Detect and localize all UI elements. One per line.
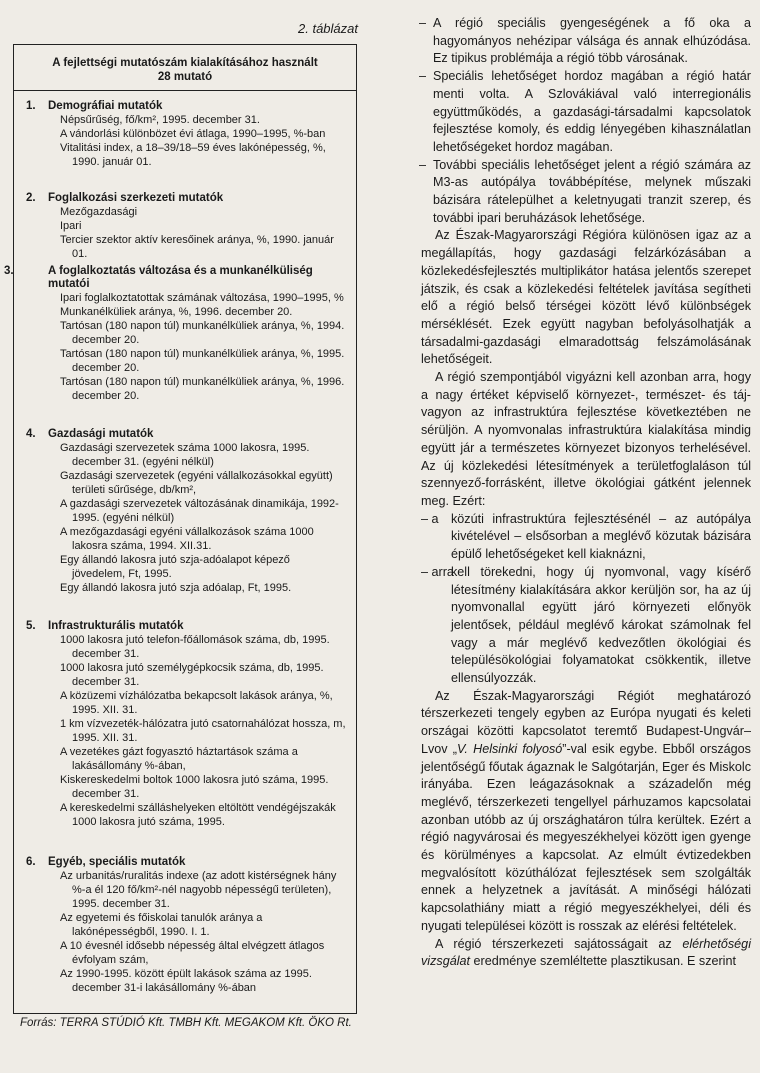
table-row: Gazdasági szervezetek (egyéni vállalkozásokkal együtt) területi sűrűsége, db/km², (60, 470, 333, 496)
bullet-item: – További speciális lehetőséget jelent a régió számára az M3-as autópálya továbbépítése, melynek műszaki bázisára rátelepülhet a keletnyugati tranzit szerep, és további ipari beruházások lehetősége. (421, 157, 751, 228)
paragraph: Az Észak-Magyarországi Régióra különösen igaz az a megállapítás, hogy gazdasági felzárkózásában a közlekedésfejlesztés multiplikátor hatása jelentős szerepet játszik, és csak a közlekedési feltételek javítása segítheti elő a régió belső térségei között lévő különbségek mérséklését. Ezek együtt nagyban befolyásolhatják a társadalmi-gazdasági elmaradottság felszámolásának lehetőségeit. (421, 228, 751, 367)
table-header (14, 45, 356, 91)
table-row: Ipari (60, 220, 82, 232)
table-row: 1 km vízvezeték-hálózatra jutó csatornahálózat hossza, m, 1995. XII. 31. (60, 718, 346, 744)
indicator-table (4, 44, 357, 1014)
table-row: A közüzemi vízhálózatba bekapcsolt lakások aránya, %, 1995. XII. 31. (60, 690, 333, 716)
table-row: Munkanélküliek aránya, %, 1996. december 20. (60, 306, 293, 318)
table-row: A vándorlási különbözet évi átlaga, 1990–1995, %-ban (60, 128, 326, 140)
section-title: 1. Demográfiai mutatók (26, 100, 163, 112)
table-row: Tartósan (180 napon túl) munkanélküliek aránya, %, 1994. december 20. (60, 320, 345, 346)
table-row: Egy állandó lakosra jutó szja adóalap, Ft, 1995. (60, 582, 292, 594)
table-row: Ipari foglalkoztatottak számának változása, 1990–1995, % (60, 292, 344, 304)
table-row: A 10 évesnél idősebb népesség által elvégzett átlagos évfolyam szám, (60, 940, 325, 966)
table-row: 1000 lakosra jutó telefon-főállomások száma, db, 1995. december 31. (60, 634, 330, 660)
table-row: Tartósan (180 napon túl) munkanélküliek aránya, %, 1995. december 20. (60, 348, 345, 374)
section-unemployment (4, 265, 356, 403)
table-row: A gazdasági szervezetek változásának dinamikája, 1992-1995. (egyéni nélkül) (60, 498, 339, 524)
section-employment-structure (14, 192, 356, 261)
section-demographic (14, 100, 356, 169)
table-row: Tartósan (180 napon túl) munkanélküliek aránya, %, 1996. december 20. (60, 376, 345, 402)
table-row: Az urbanitás/ruralitás indexe (az adott kistérségnek hány %-a él 120 fő/km²-nél nagyobb népességű területen), 1995. december 31. (60, 870, 337, 910)
table-row: Az 1990-1995. között épült lakások száma az 1995. december 31-i lakásállomány %-ában (60, 968, 312, 994)
sub-bullet-item: – arra kell törekedni, hogy új nyomvonal, vagy kísérő létesítmény kialakítására akkor kerüljön sor, ha az új nyomvonallal együtt járó környezeti előnyök jelentősek, például meglévő károkat számolnak fel vagy a már meglévő kedvezőtlen ökológiai és településökológiai folyamatokat csökkentik, illetve ellensúlyozzák. (421, 564, 751, 686)
bullet-item: – Speciális lehetőséget hordoz magában a régió határ menti volta. A Szlovákiával való interregionális együttműködés, a gazdasági-társadalmi kapcsolatok fejlesztése komoly, és eddig lényegében kihasználatlan lehetőségeket hordoz magában. (421, 68, 751, 157)
table-row: A mezőgazdasági egyéni vállalkozások száma 1000 lakosra száma, 1994. XII.31. (60, 526, 314, 552)
table-row: Gazdasági szervezetek száma 1000 lakosra, 1995. december 31. (egyéni nélkül) (60, 442, 310, 468)
corridor-name: V. Helsinki folyosó (456, 741, 563, 756)
table-header-line1: A fejlettségi mutatószám kialakításához használt (52, 57, 318, 69)
section-special (14, 856, 356, 995)
section-title: 6. Egyéb, speciális mutatók (26, 856, 186, 868)
sub-bullet-item: – a közúti infrastruktúra fejlesztésénél – az autópálya kivételével – elsősorban a meglévő közutak bázisára épülő lehetőségeket kell kiaknázni, (421, 511, 751, 562)
table-row: Vitalitási index, a 18–39/18–59 éves lakónépesség, %, 1990. január 01. (60, 142, 326, 168)
section-title: 4. Gazdasági mutatók (26, 428, 154, 440)
section-title: 3. A foglalkoztatás változása és a munkanélküliség mutatói (4, 265, 313, 290)
table-row: A kereskedelmi szálláshelyeken eltöltött vendégéjszakák 1000 lakosra jutó száma, 1995. (60, 802, 336, 828)
table-row: A vezetékes gázt fogyasztó háztartások száma a lakásállomány %-ában, (60, 746, 298, 772)
paragraph: A régió térszerkezeti sajátosságait az elérhetőségi vizsgálat eredménye szemléltette plasztikusan. E szerint (421, 936, 751, 969)
section-economic (14, 428, 356, 595)
table-row: Egy állandó lakosra jutó szja-adóalapot képező jövedelem, Ft, 1995. (60, 554, 290, 580)
paragraph: Az Észak-Magyarországi Régiót meghatározó térszerkezeti tengely egyben az Európa nyugati és keleti országai közötti kapcsolatot teremtő Budapest-Ungvár–Lvov „V. Helsinki folyosó”-val esik egybe. Ebből országos jelentőségű főutak ágaznak le Salgótarján, Eger és Miskolc irányába. Ezen leágazásoknak a századelőn még meglévő, térszerkezeti tengellyel párhuzamos kapcsolatai azonban utóbb az új országhatáron túlra kerültek. Ezért a régió nagyvárosai és megyeszékhelyei között igen gyenge és körülményes a kapcsolat. Az elmúlt évtizedekben megvalósított közúthálózat fejlesztések sem szolgálták ennek a helyzetnek a javítását. A minőségi hálózati kapcsolathiány miatt a régió megyeszékhelyei, déli és nyugati települései között is rosszak az elérési feltételek. (421, 688, 751, 933)
table-row: Mezőgazdasági (60, 206, 138, 218)
bullet-item: – A régió speciális gyengeségének a fő oka a hagyományos nehézipar válsága és annak elhúzódása. Ez tipikus problémája a régió több városának. (421, 15, 751, 68)
table-row: Kiskereskedelmi boltok 1000 lakosra jutó száma, 1995. december 31. (60, 774, 329, 800)
table-row: Az egyetemi és főiskolai tanulók aránya a lakónépességből, 1990. I. 1. (60, 912, 263, 938)
table-row: Népsűrűség, fő/km², 1995. december 31. (60, 114, 260, 126)
paragraph: A régió szempontjából vigyázni kell azonban arra, hogy a nagy értéket képviselő környezet-, természet- és táj-vagyon az infrastruktúra fejlesztése következtében ne sérüljön. A nyomvonalas infrastruktúra kialakítása mindig együtt jár a természetes környezet bizonyos terhelésével. Az új közlekedési létesítmények a területfoglaláson túl szennyező-forrásként, illetve ökológiai gátként jelennek meg. Ezért: (421, 370, 751, 508)
table-row: 1000 lakosra jutó személygépkocsik száma, db, 1995. december 31. (60, 662, 324, 688)
table-source: Forrás: TERRA STÚDIÓ Kft. TMBH Kft. MEGAKOM Kft. ÖKO Rt. (20, 1017, 352, 1029)
table-label: 2. táblázat (298, 21, 358, 36)
table-row: Tercier szektor aktív keresőinek aránya, %, 1990. január 01. (60, 234, 334, 260)
analysis-name: elérhetőségi vizsgálat (421, 936, 751, 969)
section-title: 5. Infrastrukturális mutatók (26, 620, 184, 632)
section-infrastructure (14, 620, 356, 829)
body-text-column (421, 15, 751, 971)
table-header-line2: 28 mutató (157, 71, 213, 83)
section-title: 2. Foglalkozási szerkezeti mutatók (26, 192, 224, 204)
